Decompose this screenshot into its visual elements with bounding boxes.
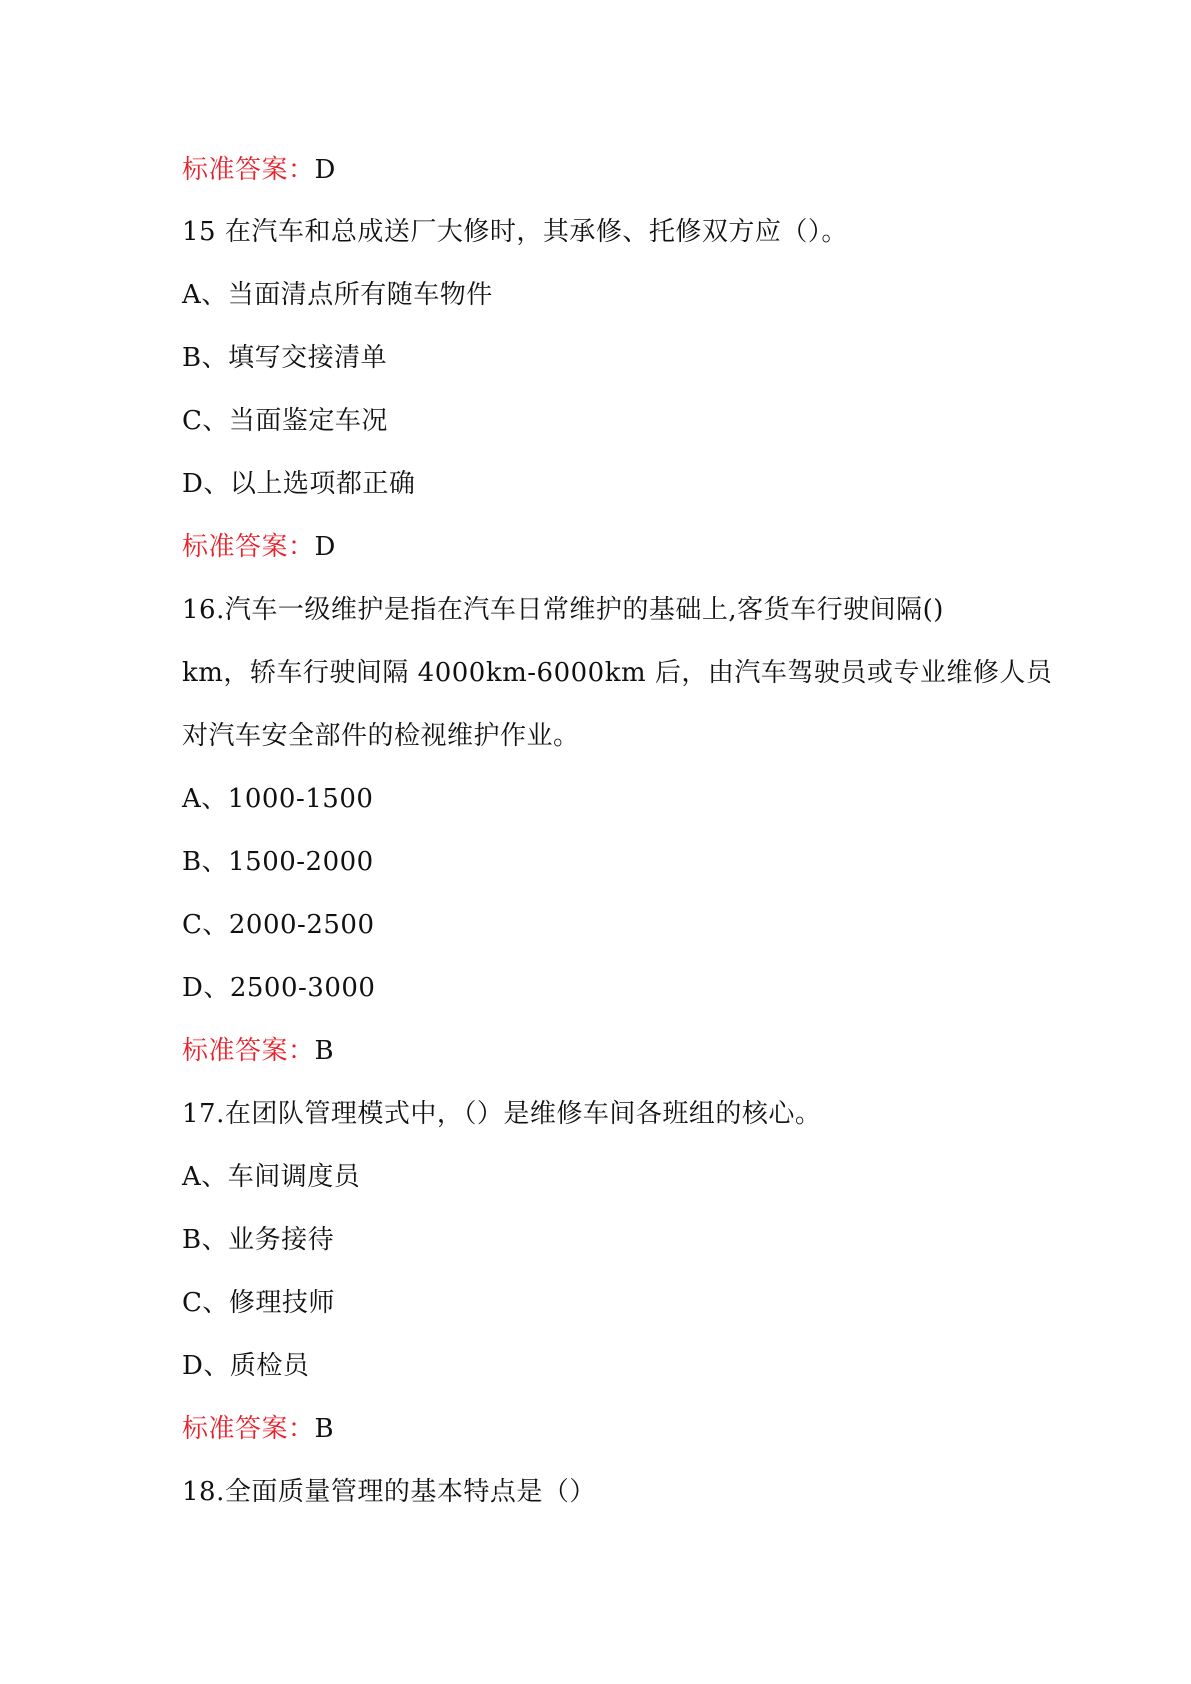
option-d: D、以上选项都正确 — [182, 469, 416, 499]
answer-line — [182, 153, 336, 187]
option-d: D、质检员 — [182, 1351, 310, 1381]
option-c: C、2000-2500 — [182, 910, 375, 940]
answer-value: D — [314, 532, 336, 562]
answer-label: 标准答案： — [182, 532, 315, 562]
answer-value: D — [314, 155, 336, 185]
answer-label: 标准答案： — [182, 1036, 315, 1066]
option-b: B、业务接待 — [182, 1225, 335, 1255]
answer-line — [182, 1412, 334, 1446]
option-b: B、填写交接清单 — [182, 343, 388, 373]
answer-value: B — [314, 1414, 335, 1444]
question-text: 15 在汽车和总成送厂大修时，其承修、托修双方应（）。 — [182, 217, 848, 247]
option-a: A、当面清点所有随车物件 — [182, 280, 493, 310]
answer-line — [182, 1034, 334, 1068]
question-text-line-2: km，轿车行驶间隔 4000km-6000km 后，由汽车驾驶员或专业维修人员 — [182, 658, 1053, 688]
option-d: D、2500-3000 — [182, 973, 376, 1003]
option-b: B、1500-2000 — [182, 847, 374, 877]
answer-line — [182, 530, 336, 564]
question-text-line-3: 对汽车安全部件的检视维护作业。 — [182, 721, 580, 751]
answer-label: 标准答案： — [182, 155, 315, 185]
question-text: 17.在团队管理模式中，（）是维修车间各班组的核心。 — [182, 1099, 822, 1129]
question-text-line-1: 16.汽车一级维护是指在汽车日常维护的基础上,客货车行驶间隔() — [182, 595, 944, 625]
option-c: C、当面鉴定车况 — [182, 406, 388, 436]
answer-value: B — [314, 1036, 335, 1066]
option-c: C、修理技师 — [182, 1288, 335, 1318]
answer-label: 标准答案： — [182, 1414, 315, 1444]
option-a: A、车间调度员 — [182, 1162, 361, 1192]
option-a: A、1000-1500 — [182, 784, 374, 814]
question-text: 18.全面质量管理的基本特点是（） — [182, 1477, 596, 1507]
